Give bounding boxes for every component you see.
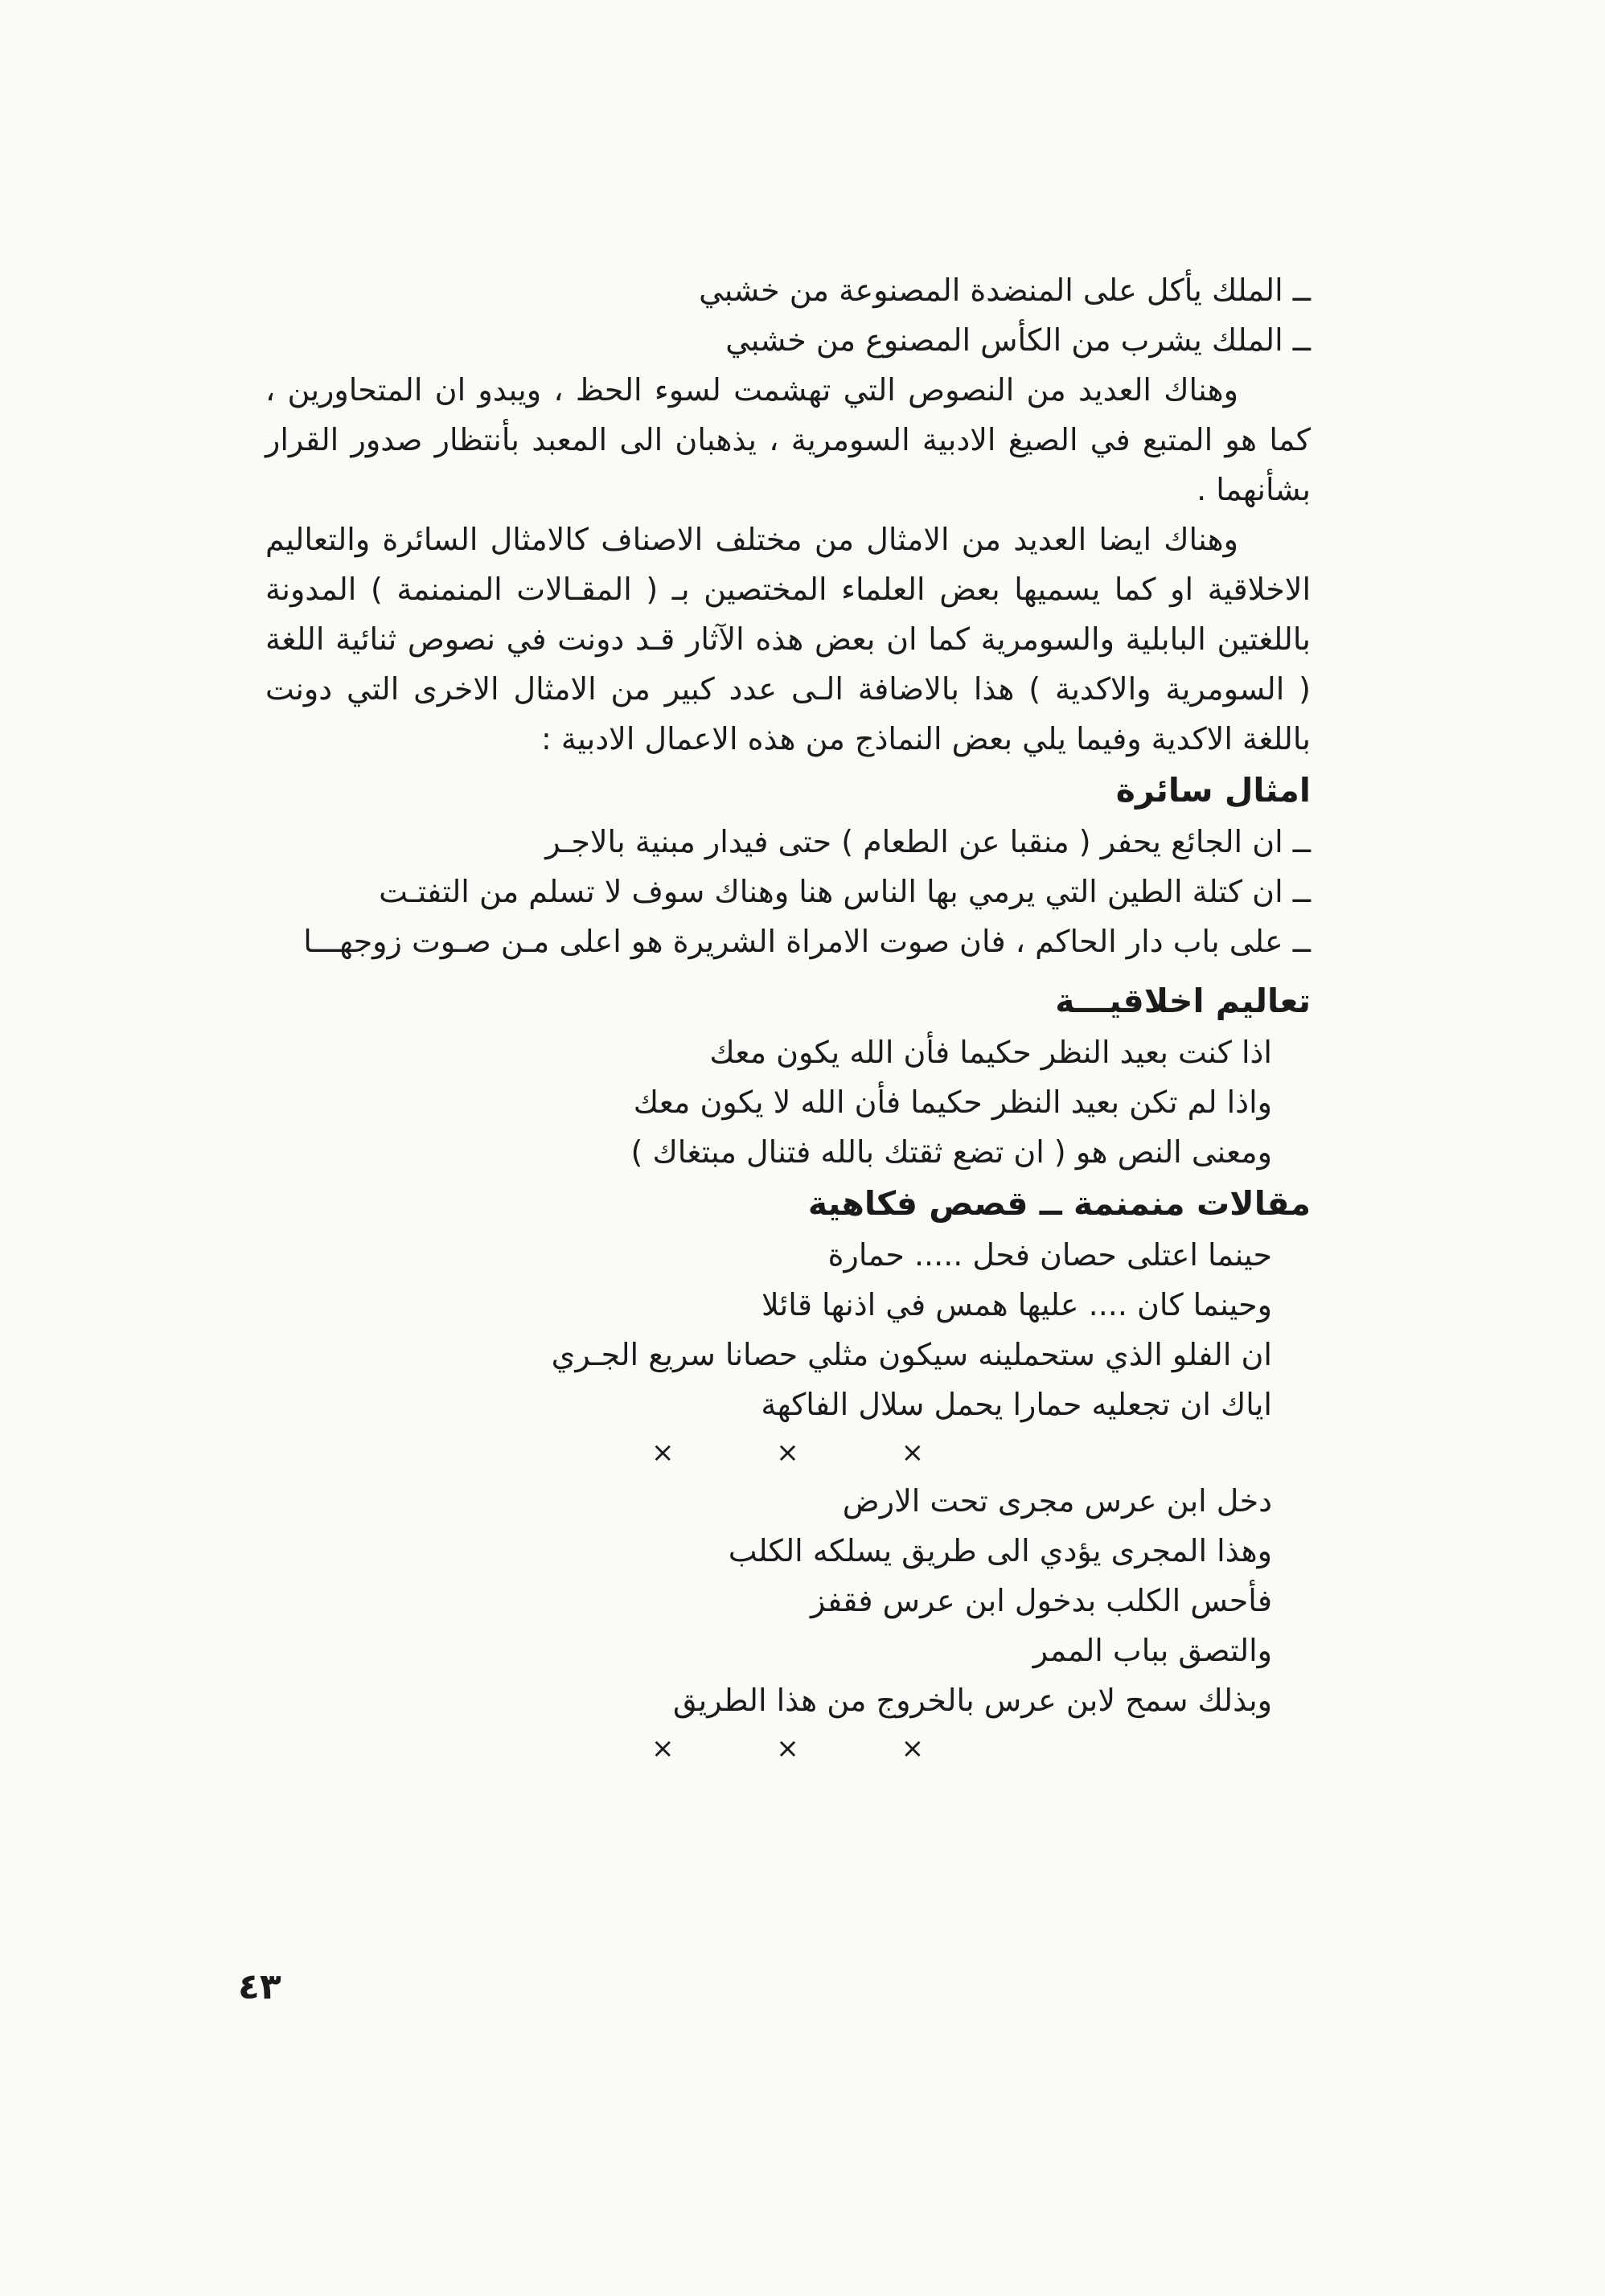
proverb-item: ــ على باب دار الحاكم ، فان صوت الامراة الشريرة هو اعلى مـن صـوت زوجهـــا	[303, 924, 1311, 959]
story-line: وهذا المجرى يؤدي الى طريق يسلكه الكلب	[728, 1533, 1272, 1568]
story-line: فأحس الكلب بدخول ابن عرس فقفز	[810, 1583, 1272, 1618]
proverb-item: ــ ان الجائع يحفر ( منقبا عن الطعام ) حتى فيدار مبنية بالاجـر	[545, 824, 1311, 859]
ethics-line: ومعنى النص هو ( ان تضع ثقتك بالله فتنال مبتغاك )	[630, 1134, 1272, 1170]
story-line: والتصق بباب الممر	[1032, 1633, 1272, 1668]
intro-item: ــ الملك يأكل على المنضدة المصنوعة من خشبي	[699, 273, 1311, 308]
section-heading-ethics: تعاليم اخلاقيـــة	[1055, 982, 1311, 1020]
story-line: اياك ان تجعليه حمارا يحمل سلال الفاكهة	[761, 1387, 1272, 1422]
section-heading-anecdotes: مقالات منمنمة ــ قصص فكاهية	[807, 1184, 1311, 1223]
section-separator: × × ×	[651, 1437, 971, 1469]
section-separator: × × ×	[651, 1732, 971, 1765]
paragraph: وهناك ايضا العديد من الامثال من مختلف الاصناف كالامثال السائرة والتعاليم الاخلاقية او كما يسميها بعض العلماء المختصين بـ ( المقـالات المنمنمة ) المدونة باللغتين البابلية والسومرية كما ان بعض هذه الآثار قـد دونت في نصوص ثنائية اللغة ( السومرية والاكدية ) هذا بالاضافة الـى عدد كبير من الامثال الاخرى التي دونت باللغة الاكدية وفيما يلي بعض النماذج من هذه الاعمال الادبية :	[265, 522, 1311, 756]
page-number: ٤٣	[238, 1966, 281, 2007]
story-line: حينما اعتلى حصان فحل ..... حمارة	[827, 1237, 1272, 1273]
story-line: ان الفلو الذي ستحملينه سيكون مثلي حصانا سريع الجـري	[551, 1337, 1272, 1372]
story-line: وبذلك سمح لابن عرس بالخروج من هذا الطريق	[672, 1683, 1272, 1718]
story-line: دخل ابن عرس مجرى تحت الارض	[842, 1483, 1272, 1519]
story-line: وحينما كان .... عليها همس في اذنها قائلا	[761, 1287, 1272, 1322]
section-heading-proverbs: امثال سائرة	[1115, 771, 1311, 810]
intro-item: ــ الملك يشرب من الكأس المصنوع من خشبي	[725, 322, 1311, 358]
ethics-line: واذا لم تكن بعيد النظر حكيما فأن الله لا يكون معك	[633, 1084, 1272, 1120]
page-text	[265, 265, 1311, 1772]
paragraph: وهناك العديد من النصوص التي تهشمت لسوء الحظ ، ويبدو ان المتحاورين ، كما هو المتبع في الصيغ الادبية السومرية ، يذهبان الى المعبد بأنتظار صدور القرار بشأنهما .	[265, 372, 1311, 507]
ethics-line: اذا كنت بعيد النظر حكيما فأن الله يكون معك	[709, 1035, 1272, 1070]
proverb-item: ــ ان كتلة الطين التي يرمي بها الناس هنا وهناك سوف لا تسلم من التفتـت	[379, 874, 1311, 909]
